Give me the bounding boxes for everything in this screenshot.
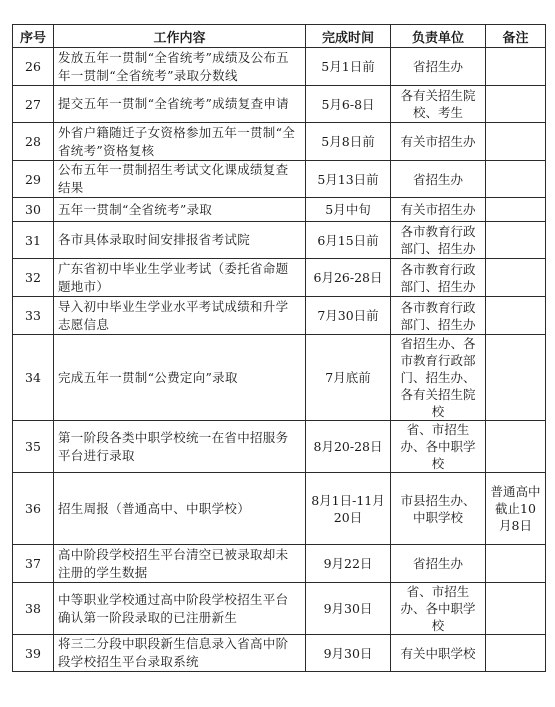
table-row (13, 335, 546, 421)
table-row (13, 86, 546, 123)
row-task: 完成五年一贯制“公费定向”录取 (54, 335, 306, 421)
row-time: 9月30日 (306, 635, 391, 672)
row-time: 5月6-8日 (306, 86, 391, 123)
row-time: 8月1日-11月20日 (306, 473, 391, 545)
table-row (13, 545, 546, 583)
row-task: 第一阶段各类中职学校统一在省中招服务平台进行录取 (54, 421, 306, 473)
row-number: 30 (13, 198, 54, 222)
row-unit: 省、市招生办、各中职学校 (391, 421, 486, 473)
header-task: 工作内容 (54, 25, 306, 48)
header-time: 完成时间 (306, 25, 391, 48)
row-note (486, 161, 546, 198)
table-row (13, 421, 546, 473)
enrollment-schedule-table (12, 24, 546, 672)
row-number: 39 (13, 635, 54, 672)
row-time: 8月20-28日 (306, 421, 391, 473)
row-time: 9月30日 (306, 583, 391, 635)
row-note (486, 222, 546, 259)
table-row (13, 123, 546, 161)
row-unit: 各市教育行政部门、招生办 (391, 259, 486, 297)
table-row (13, 161, 546, 198)
row-note (486, 421, 546, 473)
row-time: 5月1日前 (306, 48, 391, 86)
row-note (486, 86, 546, 123)
row-note (486, 545, 546, 583)
row-task: 中等职业学校通过高中阶段学校招生平台确认第一阶段录取的已注册新生 (54, 583, 306, 635)
row-unit: 有关市招生办 (391, 198, 486, 222)
row-unit: 各有关招生院校、考生 (391, 86, 486, 123)
row-number: 27 (13, 86, 54, 123)
row-note (486, 583, 546, 635)
table-body (13, 48, 546, 672)
row-number: 29 (13, 161, 54, 198)
row-task: 各市具体录取时间安排报省考试院 (54, 222, 306, 259)
row-time: 6月26-28日 (306, 259, 391, 297)
row-note (486, 123, 546, 161)
row-number: 33 (13, 297, 54, 335)
table-row (13, 473, 546, 545)
row-number: 28 (13, 123, 54, 161)
row-number: 26 (13, 48, 54, 86)
row-task: 导入初中毕业生学业水平考试成绩和升学志愿信息 (54, 297, 306, 335)
table-row (13, 198, 546, 222)
row-task: 发放五年一贯制“全省统考”成绩及公布五年一贯制“全省统考”录取分数线 (54, 48, 306, 86)
row-task: 外省户籍随迁子女资格参加五年一贯制“全省统考”资格复核 (54, 123, 306, 161)
row-number: 34 (13, 335, 54, 421)
table-row (13, 259, 546, 297)
row-task: 招生周报（普通高中、中职学校） (54, 473, 306, 545)
row-unit: 省招生办、各市教育行政部门、招生办、各有关招生院校 (391, 335, 486, 421)
row-task: 五年一贯制“全省统考”录取 (54, 198, 306, 222)
table-row (13, 48, 546, 86)
row-note (486, 635, 546, 672)
row-number: 38 (13, 583, 54, 635)
header-no: 序号 (13, 25, 54, 48)
header-note: 备注 (486, 25, 546, 48)
row-unit: 省招生办 (391, 545, 486, 583)
row-unit: 省、市招生办、各中职学校 (391, 583, 486, 635)
row-note (486, 48, 546, 86)
row-unit: 省招生办 (391, 161, 486, 198)
row-unit: 各市教育行政部门、招生办 (391, 297, 486, 335)
row-note (486, 297, 546, 335)
header-unit: 负责单位 (391, 25, 486, 48)
row-time: 5月中旬 (306, 198, 391, 222)
row-unit: 有关中职学校 (391, 635, 486, 672)
row-unit: 市县招生办、中职学校 (391, 473, 486, 545)
row-unit: 有关市招生办 (391, 123, 486, 161)
row-note (486, 198, 546, 222)
row-number: 36 (13, 473, 54, 545)
table-row (13, 635, 546, 672)
table-row (13, 222, 546, 259)
row-number: 31 (13, 222, 54, 259)
row-number: 32 (13, 259, 54, 297)
row-time: 6月15日前 (306, 222, 391, 259)
row-time: 9月22日 (306, 545, 391, 583)
row-task: 广东省初中毕业生学业考试（委托省命题题地市） (54, 259, 306, 297)
row-task: 提交五年一贯制“全省统考”成绩复查申请 (54, 86, 306, 123)
row-number: 37 (13, 545, 54, 583)
row-task: 公布五年一贯制招生考试文化课成绩复查结果 (54, 161, 306, 198)
table-header-row (13, 25, 546, 48)
table-row (13, 583, 546, 635)
row-task: 将三二分段中职段新生信息录入省高中阶段学校招生平台录取系统 (54, 635, 306, 672)
row-note (486, 259, 546, 297)
row-note: 普通高中截止10月8日 (486, 473, 546, 545)
row-time: 5月8日前 (306, 123, 391, 161)
row-time: 5月13日前 (306, 161, 391, 198)
table-row (13, 297, 546, 335)
row-unit: 省招生办 (391, 48, 486, 86)
row-unit: 各市教育行政部门、招生办 (391, 222, 486, 259)
row-number: 35 (13, 421, 54, 473)
row-note (486, 335, 546, 421)
row-time: 7月30日前 (306, 297, 391, 335)
row-task: 高中阶段学校招生平台清空已被录取却未注册的学生数据 (54, 545, 306, 583)
row-time: 7月底前 (306, 335, 391, 421)
